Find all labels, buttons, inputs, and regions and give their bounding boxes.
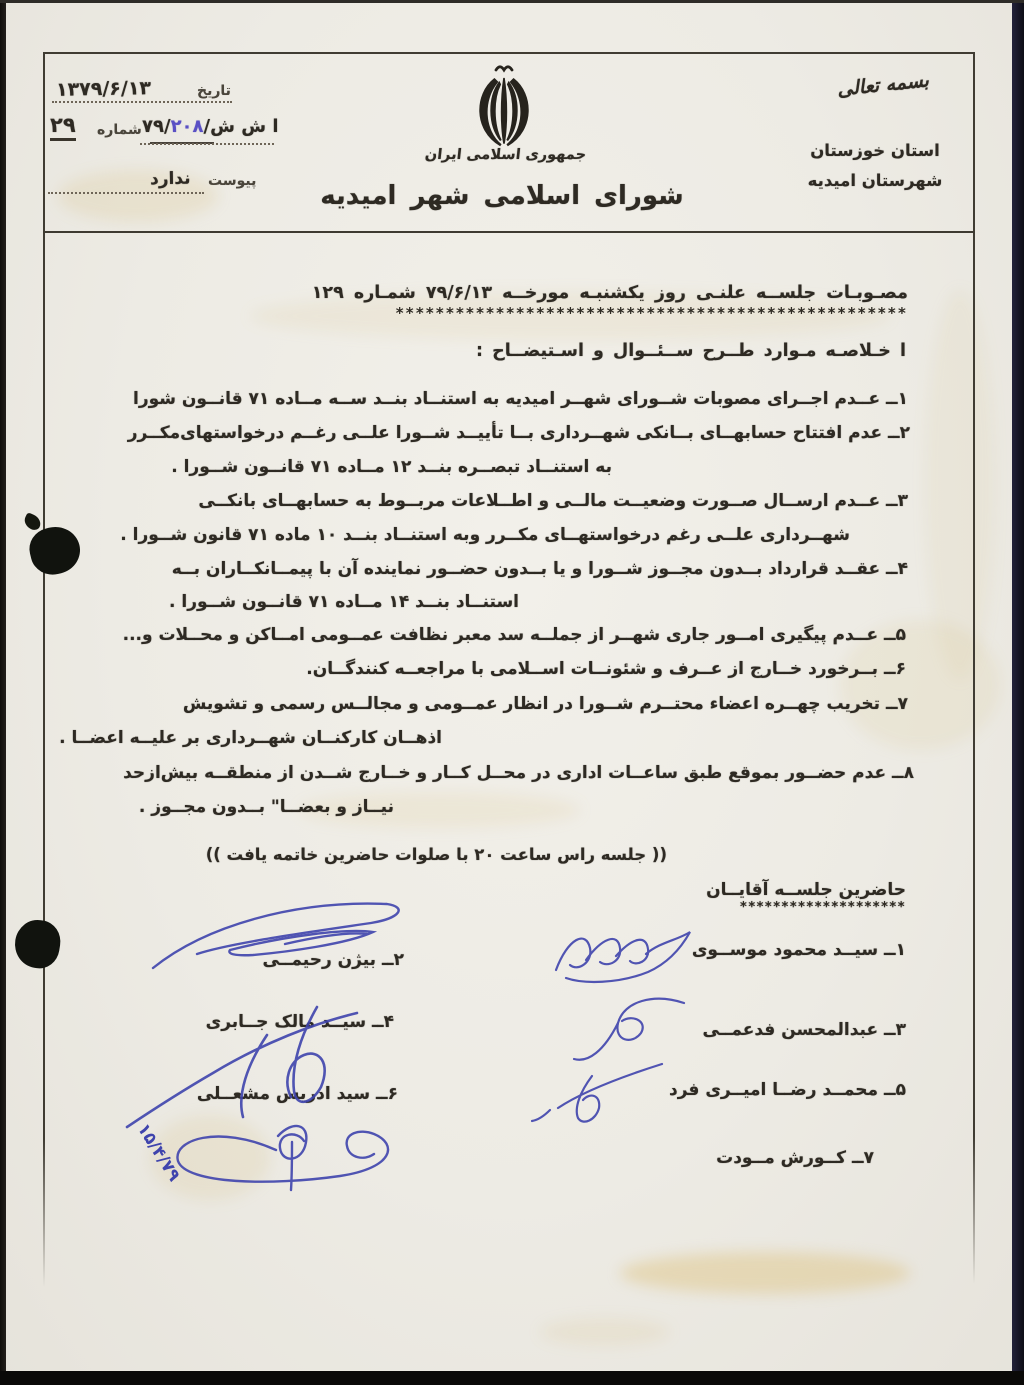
agenda-item: ۸ــ عدم حضــور بموقع طبق ساعــات اداری در محــل کــار و خــارج شــدن از منطقــه بیش‌ازحد [123,763,914,783]
session-title: مصـوبـات جلســه علنـی روز یکشنبـه مورخــه ۷۹/۶/۱۳ شمـاره ۱۲۹ [311,283,908,303]
closing-line: (( جلسه راس ساعت ۲۰ با صلوات حاضرین خاتمه یافت )) [205,845,667,864]
attendees-heading: حاضرین جلســه آقایــان [706,880,906,900]
separator-asterisks: ******************** [740,900,906,915]
agenda-item-continued: نیــاز و بعضــا" بــدون مجــوز . [138,797,394,817]
agenda-item-continued: اذهــان کارکنــان شهــرداری بر علیــه اعضــا . [59,728,442,748]
agenda-item: ۱ــ عــدم اجــرای مصوبات شــورای شهــر امیدیه به استنــاد بنــد ســه مــاده ۷۱ قانــون شورا [133,389,908,409]
frame-right-line [973,52,975,1284]
scan-edge [0,0,1024,3]
besmele-calligraphy: بسمه تعالی [836,69,930,101]
agenda-item-continued: به استنــاد تبصــره بنــد ۱۲ مــاده ۷۱ قانــون شــورا . [171,457,612,477]
handwritten-number: ۲۹ [50,113,76,141]
scan-edge [0,1371,1024,1385]
attachment-label: پیوست [208,173,257,189]
signature-mousavi [548,912,698,1002]
ink-blob [22,512,43,532]
county-line: شهرستان امیدیه [807,171,943,190]
ink-blob [25,522,85,580]
ref-slash: / [203,116,211,137]
frame-left-line [43,52,45,1287]
separator-asterisks: *************************************************** [395,304,908,322]
handwritten-date: ۱۵/۴/۷۹ [133,1120,185,1186]
attachment-value: ندارد [149,168,191,190]
attendee-name: ۳ــ عبدالمحسن فدعمــی [702,1020,906,1040]
agenda-item: ۵ــ عــدم پیگیری امــور جاری شهــر از جملــه سد معبر نظافت عمــومی امــاکن و محــلات و... [122,625,906,645]
attendee-name: ۴ــ سیــد مالک جــابری [205,1012,394,1032]
agenda-item: ۷ــ تخریب چهــره اعضاء محتــرم شــورا در انظار عمــومی و مجالــس رسمی و تشویش [182,694,908,714]
paper-stain [620,1252,910,1294]
attendee-name: ۶ــ سید ادریس مشعــلی [196,1084,398,1104]
organization-title: شورای اسلامی شهر امیدیه [320,181,684,211]
number-label: شماره [97,122,142,138]
ref-year: ۷۹ [142,116,164,137]
attendee-name: ۵ــ محمــد رضــا امیــری فرد [668,1080,906,1100]
attendee-name: ۱ــ سیــد محمود موســوی [691,940,906,960]
paper-stain [540,1318,670,1346]
dotted-line [140,143,274,145]
emblem-caption: جمهوری اسلامی ایران [424,147,587,163]
signature-stamp-loop [158,1106,403,1201]
province-line: استان خوزستان [810,141,940,160]
agenda-item: ۴ــ عقــد قرارداد بــدون مجــوز شــورا و یا بــدون حضــور نماینده آن با پیمــانکــاران بــه [171,559,908,579]
summary-heading: ا خـلاصـه مـوارد طــرح ســئــوال و اسـتیضــاح : [476,341,906,361]
region-block [793,136,957,196]
paper-stain [925,290,995,680]
ink-blob [12,917,64,971]
date-label: تاریخ [197,83,231,99]
reference-number [142,116,279,137]
dotted-line [52,101,232,103]
date-value: ۱۳۷۹/۶/۱۳ [55,77,152,101]
frame-top-line [43,52,975,54]
scan-edge [0,0,6,1385]
iran-emblem-icon [462,62,546,150]
ref-mid: ۲۰۸ [170,116,204,137]
signature-amirifard [520,1048,670,1128]
agenda-item: ۲ــ عدم افتتاح حسابهــای بــانکی شهــرداری بــا تأییــد شــورا علــی رغــم درخواستهای‌مکــرر [127,423,910,443]
ref-slash: / [163,116,171,137]
ref-suffix: ا ش ش [210,116,279,137]
attendee-name: ۷ــ کــورش مــودت [716,1148,874,1168]
agenda-item-continued: شهــرداری علــی رغم درخواستهــای مکــرر وبه استنــاد بنــد ۱۰ ماده ۷۱ قانون شــورا . [120,525,850,545]
attendee-name: ۲ــ بیژن رحیمــی [262,950,404,970]
header-divider-line [43,231,975,233]
agenda-item: ۳ــ عــدم ارســال صــورت وضعیــت مالــی و اطــلاعات مربــوط به حسابهــای بانکــی [198,491,908,511]
signature-rahimi [135,888,420,988]
paper-stain [58,170,218,222]
dotted-line [48,192,204,194]
signature-fadami [562,985,702,1070]
agenda-item: ۶ــ بــرخورد خــارج از عــرف و شئونــات اســلامی با مراجعــه کنندگــان. [306,659,906,679]
agenda-item-continued: استنــاد بنــد ۱۴ مــاده ۷۱ قانــون شــورا . [169,592,519,612]
scan-edge [1012,0,1024,1385]
